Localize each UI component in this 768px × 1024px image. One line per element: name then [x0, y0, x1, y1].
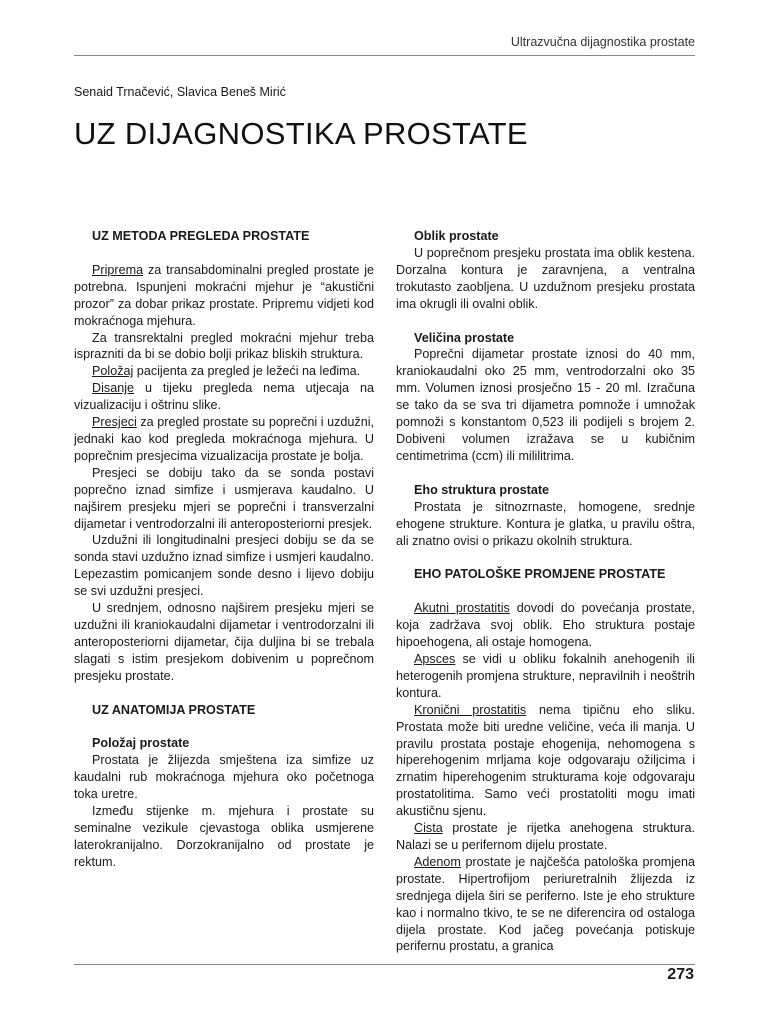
subsection-heading: Oblik prostate [414, 229, 499, 243]
footer-divider [74, 964, 695, 965]
paragraph: Uzdužni ili longitudinalni presjeci dobiju se da se sonda stavi uzdužno iznad simfize i usmjeri kaudalno. Lepezastim pomicanjem sonde desno i lijevo dobiju se svi uzdužni presjeci. [74, 533, 374, 599]
paragraph: Za transrektalni pregled mokraćni mjehur treba isprazniti da bi se dobio bolji prikaz bliskih struktura. [74, 330, 374, 362]
page-number: 273 [667, 966, 694, 983]
paragraph: Položaj pacijenta za pregled je ležeći na leđima. [92, 364, 361, 379]
subsection-heading: Položaj prostate [92, 736, 190, 751]
section-heading: UZ ANATOMIJA PROSTATE [92, 702, 256, 717]
term-underlined: Presjeci [92, 415, 137, 430]
paragraph: Priprema za transabdominalni pregled prostate je potrebna. Ispunjeni mokraćni mjehur je “akustični prozor” za dobar prikaz prostate. Pripremu vidjeti kod mokraćnoga mjehura. [74, 262, 374, 328]
term-underlined: Adenom [414, 854, 461, 869]
paragraph: U srednjem, odnosno najširem presjeku mjeri se uzdužni ili kraniokaudalni dijametar i ventrodorzalni ili anteroposteriorni dijametar, čija duljina bi se trebala slagati s istim presjekom dobivenim u poprečnom presjeku prostate. [74, 601, 374, 683]
paragraph: Disanje u tijeku pregleda nema utjecaja na vizualizaciju i oštrinu slike. [74, 381, 374, 413]
running-header: Ultrazvučna dijagnostika prostate [510, 35, 695, 49]
paragraph: U poprečnom presjeku prostata ima oblik kestena. Dorzalna kontura je zaravnjena, a ventralna trokutasto zaobljena. U uzdužnom presjeku prostata ima okrugli ili ovalni oblik. [396, 245, 695, 311]
subsection-heading: Veličina prostate [414, 330, 515, 345]
term-underlined: Cista [414, 821, 443, 836]
right-column [396, 228, 695, 955]
term-underlined: Akutni prostatitis [414, 601, 510, 616]
term-underlined: Apsces [414, 652, 456, 667]
section-heading: EHO PATOLOŠKE PROMJENE PROSTATE [414, 567, 666, 582]
term-underlined: Kronični prostatitis [414, 702, 527, 717]
header-divider [74, 55, 695, 56]
paragraph: Akutni prostatitis dovodi do povećanja prostate, koja zadržava svoj oblik. Eho struktura postaje hipoehogena, ali ostaje homogena. [396, 601, 695, 650]
left-column [74, 228, 374, 871]
page-title: UZ DIJAGNOSTIKA PROSTATE [74, 116, 528, 151]
authors: Senaid Trnačević, Slavica Beneš Mirić [74, 85, 286, 99]
term-underlined: Položaj [92, 364, 134, 379]
paragraph: Kronični prostatitis nema tipičnu eho sliku. Prostata može biti uredne veličine, veća ili manja. U pravilu prostata postaje ehogenija, nehomogena s hiperehogenim mrljama koje odgovaraju ožiljcima i zrnatim hiperehogenim strukturama koje odgovaraju prostatolitima. Samo veći prostatoliti mogu imati akustičnu sjenu. [396, 702, 696, 819]
paragraph: Cista prostate je rijetka anehogena struktura. Nalazi se u perifernom dijelu prostate. [396, 821, 695, 852]
subsection-heading: Eho struktura prostate [414, 482, 550, 497]
paragraph: Apsces se vidi u obliku fokalnih anehogenih ili heterogenih promjena strukture, nepravilnih i neoštrih kontura. [396, 652, 695, 700]
term-underlined: Priprema [92, 262, 144, 277]
paragraph: Presjeci se dobiju tako da se sonda postavi poprečno iznad simfize i usmjerava kaudalno. U najširem presjeku mjeri se poprečni i transverzalni dijametar i ventrodorzalni ili anteroposteriorni presjek. [74, 465, 374, 531]
section-heading: UZ METODA PREGLEDA PROSTATE [92, 229, 310, 243]
paragraph: Adenom prostate je najčešća patološka promjena prostate. Hipertrofijom periuretralnih žlijezda iz srednjega dijela širi se periferno. Iste je eho strukture kao i normalno tkivo, te se ne diferencira od ostaloga dijela prostate. Kod jačeg povećanja potiskuje perifernu prostatu, a granica [396, 854, 695, 954]
paragraph: Prostata je sitnozrnaste, homogene, srednje ehogene strukture. Kontura je glatka, u pravilu oštra, ali znatno ovisi o prikazu okolnih struktura. [396, 499, 695, 548]
paragraph: Presjeci za pregled prostate su poprečni i uzdužni, jednaki kao kod pregleda mokraćnoga mjehura. U poprečnim presjecima vizualizacija prostate je bolja. [74, 415, 374, 463]
paragraph: Poprečni dijametar prostate iznosi do 40 mm, kraniokaudalni oko 25 mm, ventrodorzalni oko 35 mm. Volumen iznosi prosječno 15 - 20 ml. Izračuna se tako da se sva tri dijametra pomnože i umnožak pomnoži s konstantom 0,523 ili podijeli s brojem 2. Dobiveni volumen izražava se u kubičnim centimetrima (ccm) ili mililitrima. [396, 347, 695, 463]
term-underlined: Disanje [92, 381, 134, 396]
paragraph: Prostata je žlijezda smještena iza simfize uz kaudalni rub mokraćnoga mjehura oko početnoga toka uretre. [74, 753, 374, 802]
paragraph: Između stijenke m. mjehura i prostate su seminalne vezikule cjevastoga oblika usmjerene laterokranijalno. Dorzokranijalno od prostate je rektum. [74, 804, 374, 869]
